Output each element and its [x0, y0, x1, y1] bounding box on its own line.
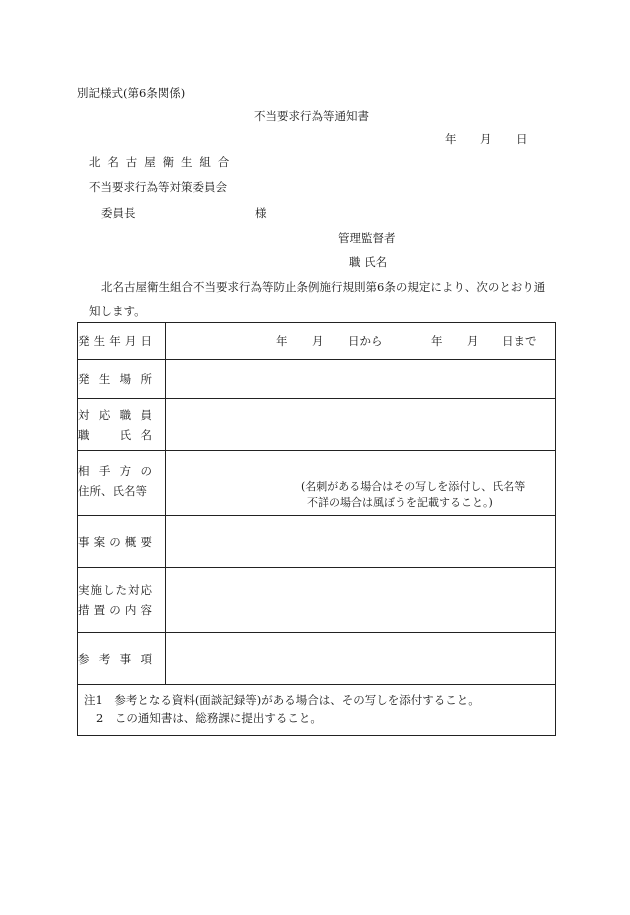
intro-line-2: 知します。 [89, 304, 146, 318]
row-label-staff: 対応職員 職 氏名 [78, 399, 166, 451]
addressee-committee: 不当要求行為等対策委員会 [89, 180, 227, 194]
row-label-place: 発生場所 [78, 360, 166, 399]
form-reference: 別記様式(第6条関係) [77, 86, 186, 100]
document-title: 不当要求行為等通知書 [254, 109, 369, 123]
row-label-reference: 参考事項 [78, 633, 166, 685]
from-year: 年 [276, 334, 288, 348]
sender-role: 管理監督者 [338, 231, 396, 245]
notification-form-table [77, 322, 556, 736]
date-year: 年 [445, 132, 457, 146]
table-row-notes [78, 685, 556, 736]
note-1: 注1 参考となる資料(面談記録等)がある場合は、その写しを添付すること。 [84, 693, 480, 707]
addressee-chair: 委員長 [101, 206, 136, 220]
row-value-date[interactable] [166, 323, 556, 360]
sender-name-label: 職 氏名 [349, 255, 388, 269]
to-year: 年 [431, 334, 443, 348]
row-label-summary: 事案の概要 [78, 516, 166, 568]
table-row-summary [78, 516, 556, 568]
addressee-org: 北名古屋衛生組合 [89, 155, 237, 169]
to-month: 月 [467, 334, 479, 348]
from-month: 月 [312, 334, 324, 348]
date-day: 日 [516, 132, 528, 146]
counterparty-note-1: (名刺がある場合はその写しを添付し、氏名等 [301, 480, 526, 493]
addressee-honorific: 様 [255, 206, 267, 220]
table-row-reference [78, 633, 556, 685]
counterparty-note-2: 不詳の場合は風ぼうを記載すること。) [307, 496, 493, 509]
note-2: 2 この通知書は、総務課に提出すること。 [96, 711, 322, 725]
row-value-staff[interactable] [166, 399, 556, 451]
row-label-counterparty: 相手方の 住所、氏名等 [78, 451, 166, 516]
to-day: 日まで [502, 334, 537, 348]
table-row-place [78, 360, 556, 399]
date-month: 月 [480, 132, 492, 146]
row-value-reference[interactable] [166, 633, 556, 685]
table-row-staff [78, 399, 556, 451]
row-label-measures: 実施した対応 措置の内容 [78, 568, 166, 633]
row-value-place[interactable] [166, 360, 556, 399]
table-row-counterparty [78, 451, 556, 516]
intro-line-1: 北名古屋衛生組合不当要求行為等防止条例施行規則第6条の規定により、次のとおり通 [101, 280, 546, 294]
row-value-counterparty[interactable] [166, 451, 556, 516]
from-day: 日から [348, 334, 383, 348]
table-row-measures [78, 568, 556, 633]
row-label-date: 発生年月日 [78, 323, 166, 360]
row-value-measures[interactable] [166, 568, 556, 633]
table-row-date [78, 323, 556, 360]
notes-cell [78, 685, 556, 736]
row-value-summary[interactable] [166, 516, 556, 568]
